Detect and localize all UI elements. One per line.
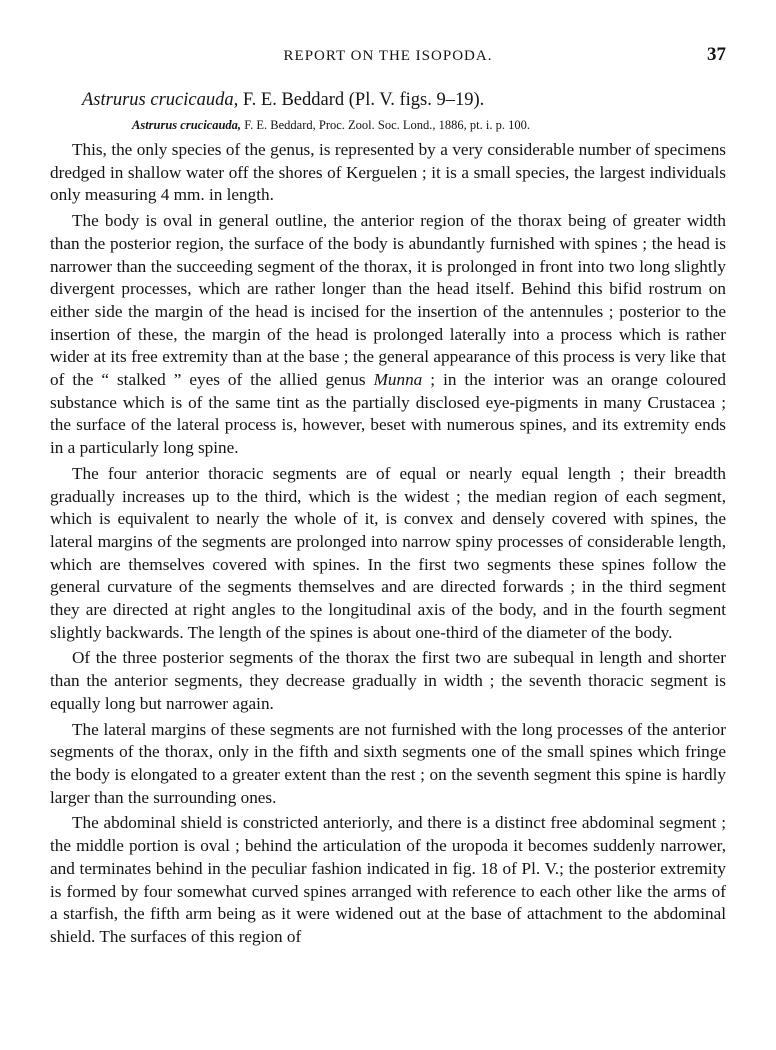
- page-header: [50, 44, 726, 76]
- species-heading: [82, 90, 726, 111]
- paragraph-5: The lateral margins of these segments are not furnished with the long processes of the anterior segments of the thorax, only in the fifth and sixth segments one of the small spines which fringe the body is elongated to a greater extent than the rest ; on the seventh segment this spine is hardly larger than the surrounding ones.: [50, 719, 726, 807]
- page-number: 37: [707, 44, 726, 65]
- paragraph-2: [50, 210, 726, 460]
- synonymy-citation: F. E. Beddard, Proc. Zool. Soc. Lond., 1886, pt. i. p. 100.: [241, 118, 530, 132]
- paragraph-3: The four anterior thoracic segments are of equal or nearly equal length ; their breadth gradually increases up to the third, which is the widest ; the median region of each segment, which is equivalent to nearly the whole of it, is convex and densely covered with spines, the lateral margins of the segments are prolonged into narrow spiny processes of considerable length, which are themselves covered with spines. In the first two segments these spines follow the general curvature of the segments themselves and are directed forwards ; in the third segment they are directed at right angles to the longitudinal axis of the body, and in the fourth segment slightly backwards. The length of the spines is about one-third of the diameter of the body.: [50, 463, 726, 642]
- running-title: REPORT ON THE ISOPODA.: [283, 48, 493, 64]
- genus-name-munna: Munna: [373, 370, 423, 390]
- paragraph-1: This, the only species of the genus, is represented by a very considerable number of specimens dredged in shallow water off the shores of Kerguelen ; it is a small species, the largest individuals only measuring 4 mm. in length.: [50, 140, 726, 205]
- paragraph-2-text-b: ; in the interior was an orange coloured substance which is of the same tint as the partially disclosed eye-pigments in many Crustacea ; the surface of the lateral process is, however, beset with numerous spines, and its extremity ends in a particularly long spine.: [50, 370, 727, 458]
- species-authority: F. E. Beddard (Pl. V. figs. 9–19).: [238, 90, 485, 110]
- paragraph-6: The abdominal shield is constricted anteriorly, and there is a distinct free abdominal segment ; the middle portion is oval ; behind the articulation of the uropoda it becomes suddenly narrower, and terminates behind in the peculiar fashion indicated in fig. 18 of Pl. V.; the posterior extremity is formed by four somewhat curved spines arranged with reference to each other like the arms of a starfish, the fifth arm being as it were widened out at the base of attachment to the abdominal shield. The surfaces of this region of: [50, 813, 726, 946]
- synonymy-reference: [132, 118, 726, 133]
- species-name: Astrurus crucicauda,: [82, 90, 239, 110]
- paragraph-4: Of the three posterior segments of the thorax the first two are subequal in length and shorter than the anterior segments, they decrease gradually in width ; the seventh thoracic segment is equally long but narrower again.: [50, 648, 726, 713]
- body-text: [50, 139, 726, 949]
- paragraph-2-text-a: The body is oval in general outline, the anterior region of the thorax being of greater width than the posterior region, the surface of the body is abundantly furnished with spines ; the head is narrower than the succeeding segment of the thorax, it is prolonged in front into two long slightly divergent processes, which are rather longer than the head itself. Behind this bifid rostrum on either side the margin of the head is incised for the insertion of the antennules ; posterior to the insertion of these, the margin of the head is prolonged laterally into a process which is rather wider at its free extremity than at the base ; the general appearance of this process is very like that of the “ stalked ” eyes of the allied genus: [50, 211, 726, 390]
- synonymy-species-name: Astrurus crucicauda,: [132, 118, 242, 132]
